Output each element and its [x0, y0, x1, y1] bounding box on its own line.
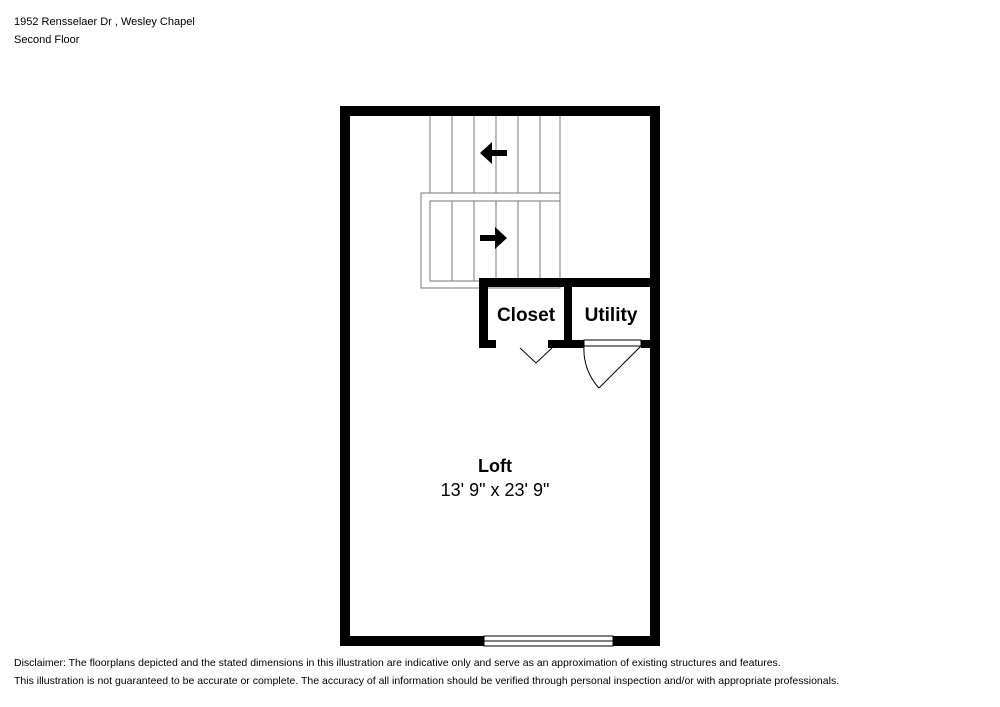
disclaimer-line-2: This illustration is not guaranteed to be accurate or complete. The accuracy of all information should be verified through personal inspection and/or with appropriate professionals.	[14, 675, 840, 687]
arrow-left-icon	[480, 142, 507, 164]
exterior-walls	[340, 106, 660, 646]
window	[484, 636, 613, 646]
loft-dimensions: 13' 9" x 23' 9"	[440, 480, 550, 500]
utility-door	[584, 340, 641, 388]
loft-label: Loft	[478, 456, 512, 476]
arrow-right-icon	[480, 227, 507, 249]
utility-label: Utility	[584, 305, 638, 326]
staircase	[421, 116, 560, 288]
closet-door	[520, 348, 552, 363]
floor-label: Second Floor	[14, 34, 80, 46]
closet-label: Closet	[496, 305, 556, 326]
property-address: 1952 Rensselaer Dr , Wesley Chapel	[14, 16, 195, 28]
disclaimer-line-1: Disclaimer: The floorplans depicted and the stated dimensions in this illustration are indicative only and serve as an approximation of existing structures and features.	[14, 657, 781, 669]
